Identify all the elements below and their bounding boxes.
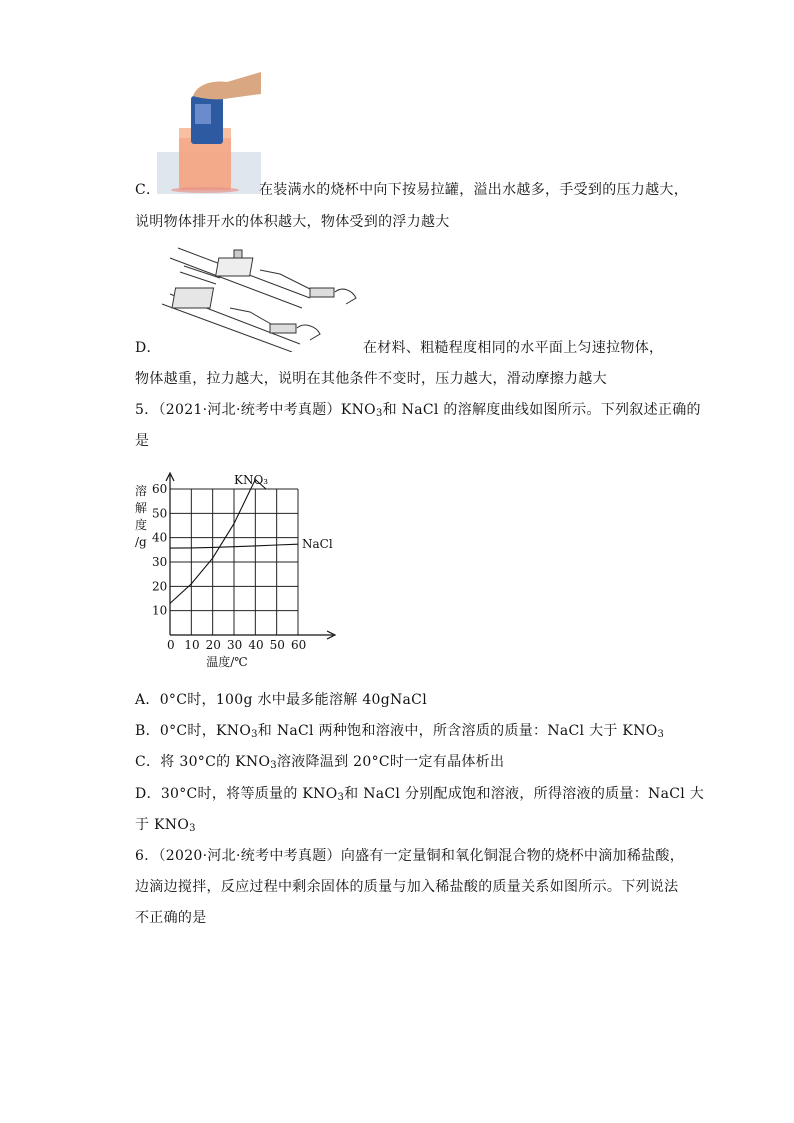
y-tick-label: 50 — [152, 506, 168, 521]
friction-experiment-diagram — [160, 240, 360, 352]
y-tick-label: 20 — [152, 579, 168, 594]
q5-option-d-suffix: 和 NaCl 分别配成饱和溶液，所得溶液的质量：NaCl 大 — [344, 786, 705, 802]
q5-option-d-prefix: D．30°C时，将等质量的 KNO — [135, 786, 338, 802]
option-d-text-line2: 物体越重，拉力越大，说明在其他条件不变时，压力越大，滑动摩擦力越大 — [135, 371, 607, 387]
q5-option-c-suffix: 溶液降温到 20°C时一定有晶体析出 — [276, 754, 505, 770]
series-label-nacl: NaCl — [302, 537, 333, 552]
q5-option-b-sub1: 3 — [251, 729, 258, 740]
y-axis-label: 度 — [135, 518, 148, 532]
y-tick-label: 30 — [152, 555, 168, 569]
q5-stem-sub: 3 — [375, 408, 383, 419]
q5-option-d-line2-prefix: 于 KNO — [135, 817, 190, 833]
y-axis-label: 解 — [135, 501, 148, 515]
q5-option-b-prefix: B．0°C时，KNO — [135, 723, 252, 739]
x-tick-label: 60 — [291, 638, 307, 652]
solubility-chart — [130, 470, 350, 675]
q5-option-a: A．0°C时，100g 水中最多能溶解 40gNaCl — [135, 692, 427, 708]
q5-stem — [135, 400, 701, 424]
q5-option-d-sub: 3 — [337, 792, 345, 803]
option-d-letter: D． — [135, 340, 161, 356]
q5-option-c — [135, 752, 504, 776]
q5-option-b-sub2: 3 — [657, 729, 665, 740]
q5-option-d-line2 — [135, 815, 196, 839]
x-axis-label: 温度/℃ — [206, 655, 248, 669]
q5-option-b — [135, 721, 664, 745]
q5-option-b-mid: 和 NaCl 两种饱和溶液中，所含溶质的质量：NaCl 大于 KNO — [257, 723, 658, 739]
q6-line2: 边滴边搅拌，反应过程中剩余固体的质量与加入稀盐酸的质量关系如图所示。下列说法 — [135, 879, 679, 895]
y-axis-label: 溶 — [135, 484, 148, 498]
q5-stem-line2: 是 — [135, 433, 150, 449]
q6-line1: 6．（2020·河北·统考中考真题）向盛有一定量铜和氧化铜混合物的烧杯中滴加稀盐酸， — [135, 848, 685, 864]
y-tick-label: 10 — [152, 603, 168, 618]
y-tick-label: 60 — [152, 482, 168, 496]
q5-option-c-prefix: C．将 30°C的 KNO — [135, 754, 271, 770]
x-tick-label: 50 — [269, 638, 285, 652]
x-tick-label: 40 — [248, 638, 264, 652]
x-tick-label: 10 — [184, 638, 200, 652]
series-label-kno3: KNO₃ — [234, 473, 269, 487]
beaker-can-photo — [157, 70, 261, 194]
option-c-letter: C． — [135, 182, 161, 198]
y-tick-label: 40 — [152, 530, 168, 545]
q6-line3: 不正确的是 — [135, 910, 207, 926]
q5-option-d — [135, 784, 704, 808]
q5-option-d-line2-sub: 3 — [189, 823, 196, 834]
x-tick-label: 0 — [167, 638, 175, 652]
q5-option-c-sub: 3 — [270, 760, 277, 771]
y-axis-label: /g — [135, 535, 147, 549]
q5-stem-suffix: 和 NaCl 的溶解度曲线如图所示。下列叙述正确的 — [382, 402, 701, 418]
x-tick-label: 20 — [205, 638, 221, 652]
option-d-text: 在材料、粗糙程度相同的水平面上匀速拉物体， — [363, 340, 664, 356]
option-c-text: 在装满水的烧杯中向下按易拉罐，溢出水越多，手受到的压力越大， — [259, 182, 688, 198]
option-c-text-line2: 说明物体排开水的体积越大，物体受到的浮力越大 — [135, 214, 450, 230]
series-line-kno3 — [170, 480, 266, 604]
q5-stem-prefix: 5．（2021·河北·统考中考真题）KNO — [135, 402, 376, 418]
x-tick-label: 30 — [227, 638, 243, 652]
